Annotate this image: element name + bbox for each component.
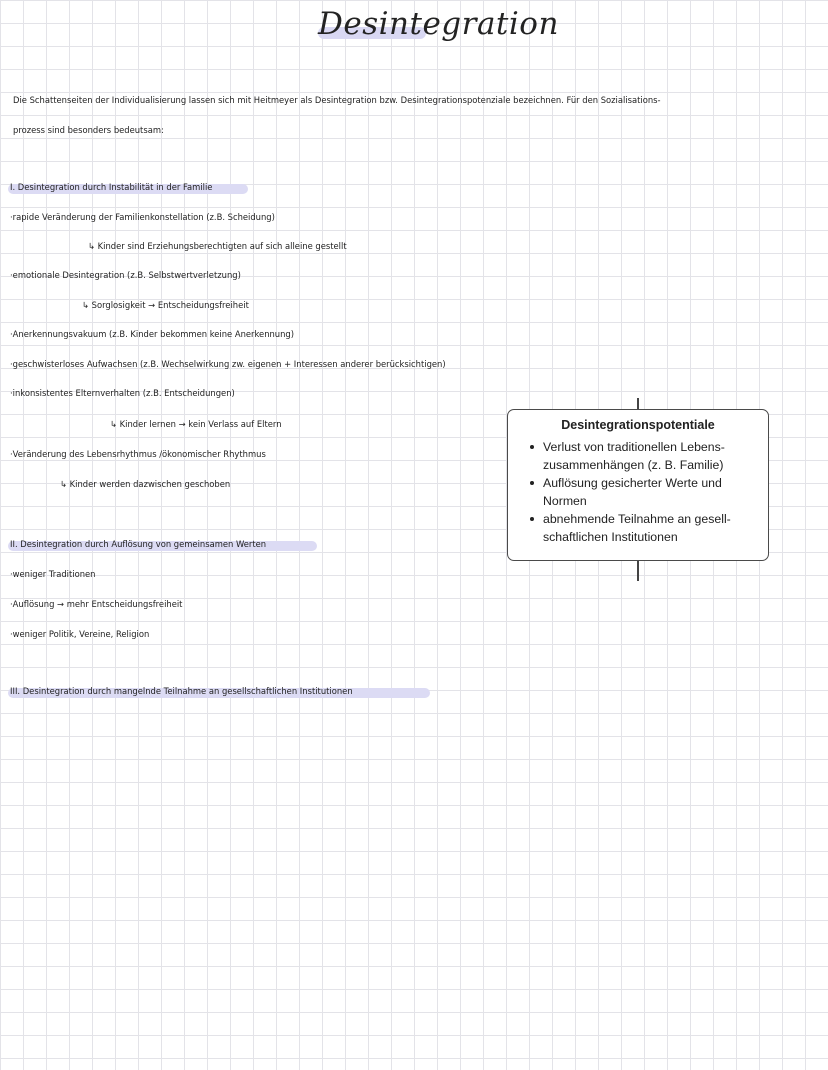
section1-item: ·inkonsistentes Elternverhalten (z.B. Entscheidungen)	[10, 388, 235, 398]
box-list-item: Auflösung gesicherter Werte und Normen	[543, 474, 768, 510]
box-connector-top	[637, 398, 639, 409]
box-list	[508, 438, 768, 546]
section1-item: ·emotionale Desintegration (z.B. Selbstwertverletzung)	[10, 270, 241, 280]
intro-line-1: Die Schattenseiten der Individualisierung lassen sich mit Heitmeyer als Desintegration bzw. Desintegrationspotenziale bezeichnen. Für den Sozialisations-	[13, 95, 661, 105]
section2-heading: II. Desintegration durch Auflösung von gemeinsamen Werten	[10, 539, 267, 549]
section1-heading: I. Desintegration durch Instabilität in der Familie	[10, 182, 213, 192]
section1-subitem: ↳ Kinder lernen → kein Verlass auf Eltern	[110, 419, 282, 429]
page-title: Desintegration	[318, 6, 559, 42]
section1-item: ·geschwisterloses Aufwachsen (z.B. Wechselwirkung zw. eigenen + Interessen anderer berücksichtigen)	[10, 359, 446, 369]
box-list-item: abnehmende Teilnahme an gesell- schaftlichen Institutionen	[543, 510, 768, 546]
desintegration-potentials-box	[507, 409, 769, 561]
section2-item: ·Auflösung → mehr Entscheidungsfreiheit	[10, 599, 183, 609]
section1-subitem: ↳ Kinder werden dazwischen geschoben	[60, 479, 231, 489]
section3-heading: III. Desintegration durch mangelnde Teilnahme an gesellschaftlichen Institutionen	[10, 686, 353, 696]
section1-item: ·Veränderung des Lebensrhythmus /ökonomischer Rhythmus	[10, 449, 266, 459]
section2-item: ·weniger Politik, Vereine, Religion	[10, 629, 150, 639]
section1-item: ·rapide Veränderung der Familienkonstellation (z.B. Scheidung)	[10, 212, 275, 222]
box-list-item: Verlust von traditionellen Lebens- zusammenhängen (z. B. Familie)	[543, 438, 768, 474]
intro-line-2: prozess sind besonders bedeutsam:	[13, 125, 164, 135]
section1-item: ·Anerkennungsvakuum (z.B. Kinder bekommen keine Anerkennung)	[10, 329, 295, 339]
section2-item: ·weniger Traditionen	[10, 569, 96, 579]
section1-subitem: ↳ Kinder sind Erziehungsberechtigten auf sich alleine gestellt	[88, 241, 347, 251]
box-title: Desintegrationspotentiale	[561, 418, 715, 432]
box-connector-bottom	[637, 561, 639, 581]
section1-subitem: ↳ Sorglosigkeit → Entscheidungsfreiheit	[82, 300, 249, 310]
